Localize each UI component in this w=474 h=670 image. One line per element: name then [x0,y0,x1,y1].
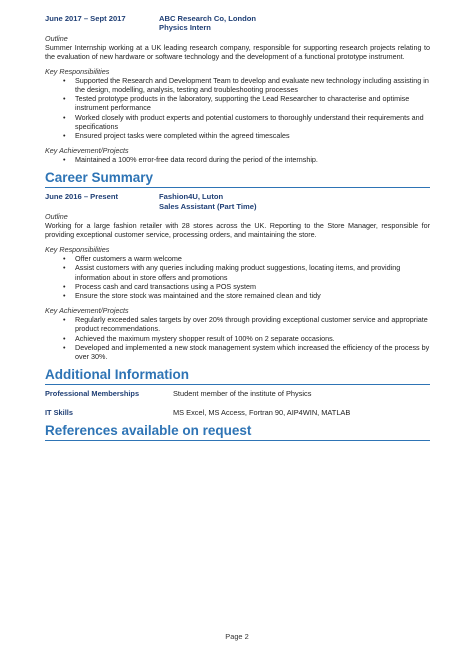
list-item: • Regularly exceeded sales targets by over 20% through providing exceptional customer service and appropriate product recommendations. [75,315,430,333]
list-item: • Worked closely with product experts and potential customers to thoroughly understand their requirements and specifications [75,113,430,131]
achievements-label: Key Achievement/Projects [45,306,129,316]
list-item: • Developed and implemented a new stock management system which increased the efficiency of the process by over 30%. [75,343,430,361]
job-outline: Summer Internship working at a UK leading research company, responsible for supporting research projects relating to the evaluation of new hardware or software technology and the development of a functional prototype instrument. [45,42,430,61]
list-item: • Achieved the maximum mystery shopper result of 100% on 2 separate occasions. [75,334,430,343]
page-number: Page 2 [225,632,249,641]
section-divider [45,187,430,188]
outline-label: Outline [45,33,68,43]
list-item: • Ensure the store stock was maintained and the store remained clean and tidy [75,291,430,300]
list-item: • Tested prototype products in the laboratory, supporting the Lead Researcher to characterise and optimise instrument performance [75,94,430,112]
info-row-memberships [45,389,430,398]
responsibilities-list [45,254,430,300]
achievements-list [45,155,430,164]
list-item: • Maintained a 100% error-free data record during the period of the internship. [75,155,430,164]
section-title-additional-information: Additional Information [45,367,189,383]
list-item: • Supported the Research and Development Team to develop and evaluate new technology including assisting in the design, modelling, analysis, testing and troubleshooting processes [75,76,430,94]
info-row-it-skills [45,408,430,417]
job-org [159,192,430,211]
references-section [45,423,430,441]
job-company: ABC Research Co, London [159,14,257,23]
job-entry-sales-assistant [45,192,430,361]
cv-content [45,14,430,445]
info-value: MS Excel, MS Access, Fortran 90, AIP4WIN, MATLAB [173,408,351,418]
responsibilities-label: Key Responsibilities [45,66,110,76]
additional-information-section [45,367,430,417]
info-label: Professional Memberships [45,389,140,399]
responsibilities-list [45,76,430,140]
job-header [45,192,430,211]
outline-label: Outline [45,212,68,222]
job-org [159,14,430,33]
list-item: • Process cash and card transactions using a POS system [75,282,430,291]
job-outline: Working for a large fashion retailer with 28 stores across the UK. Reporting to the Store Manager, responsible for providing exceptional customer service, processing orders, and maintaining the store. [45,221,430,240]
responsibilities-label: Key Responsibilities [45,245,110,255]
job-header [45,14,430,33]
section-divider [45,440,430,441]
achievements-label: Key Achievement/Projects [45,146,129,156]
job-title: Physics Intern [159,23,211,33]
info-label: IT Skills [45,408,73,418]
list-item: • Ensured project tasks were completed within the agreed timescales [75,131,430,140]
list-item: • Offer customers a warm welcome [75,254,430,263]
list-item: • Assist customers with any queries including making product suggestions, locating items, and providing information about in store offers and promotions [75,263,430,281]
section-title-references: References available on request [45,423,252,439]
info-value: Student member of the institute of Physics [173,389,312,399]
achievements-list [45,315,430,361]
job-entry-physics-intern [45,14,430,164]
job-company: Fashion4U, Luton [159,192,224,202]
job-title: Sales Assistant (Part Time) [159,201,257,211]
section-divider [45,384,430,385]
job-dates: June 2016 – Present [45,192,119,202]
job-dates: June 2017 – Sept 2017 [45,14,126,23]
career-summary-section [45,170,430,188]
section-title-career-summary: Career Summary [45,170,154,186]
